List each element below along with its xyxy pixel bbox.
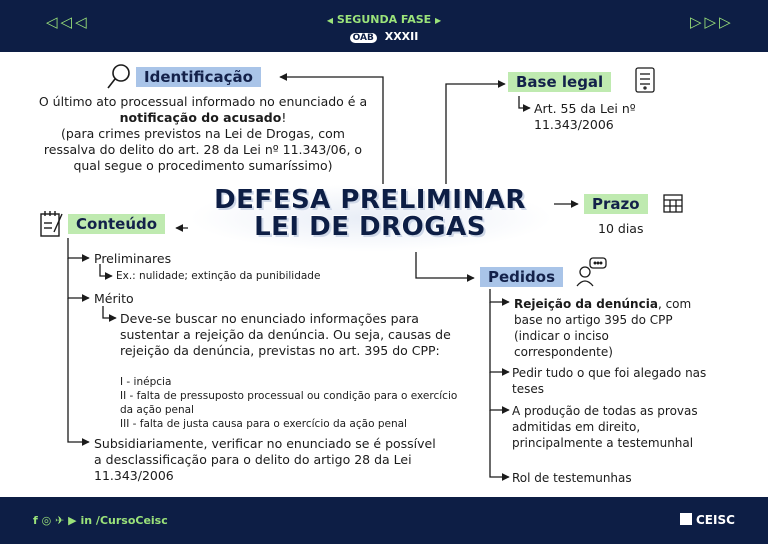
pedido-item-1-bold: Rejeição da denúncia [514, 297, 658, 311]
law-book-icon [636, 68, 654, 92]
merito-inciso-iii: III - falta de justa causa para o exercício da ação penal [120, 418, 407, 430]
identificacao-text-bold: notificação do acusado [119, 110, 282, 125]
oab-logo: OAB [350, 33, 377, 43]
identificacao-label: Identificação [136, 67, 261, 87]
merito-label: Mérito [94, 291, 134, 306]
pedido-item-2: Pedir tudo o que foi alegado nas teses [512, 366, 707, 396]
page-title [180, 187, 560, 241]
pedido-item-4: Rol de testemunhas [512, 471, 632, 485]
social-handle[interactable]: /CursoCeisc [95, 514, 168, 527]
identificacao-text-part1: O último ato processual informado no enunciado é a [38, 94, 368, 109]
preliminares-example: Ex.: nulidade; extinção da punibilidade [116, 270, 321, 282]
phase-label-text: SEGUNDA FASE [336, 13, 432, 26]
identificacao-note: (para crimes previstos na Lei de Drogas, com ressalva do delito do art. 28 da Lei nº 11.343/06, o qual segue o procedimento sumaríssimo) [43, 126, 363, 173]
left-triangle-icon: ◀ [326, 16, 334, 25]
identificacao-text [38, 94, 368, 174]
merito-text: Deve-se buscar no enunciado informações para sustentar a rejeição da denúncia. Ou seja, causas de rejeição da denúncia, previstas no art. 395 do CPP: [120, 311, 451, 358]
person-speech-icon [577, 258, 606, 286]
preliminares-label: Preliminares [94, 251, 172, 266]
merito-inciso-i: I - inépcia [120, 376, 172, 388]
pedido-item-1-rest: , com base no artigo 395 do CPP (indicar o inciso correspondente) [514, 297, 692, 359]
prazo-label: Prazo [584, 194, 648, 214]
brand-name: CEISC [696, 513, 735, 527]
calendar-icon [664, 195, 682, 212]
instagram-icon[interactable]: ◎ [41, 514, 52, 527]
next-page-icon[interactable]: ▷▷▷ [690, 13, 734, 31]
previous-page-icon[interactable]: ◁◁◁ [46, 13, 90, 31]
notepad-icon [41, 211, 62, 236]
pedido-item-1 [514, 296, 704, 360]
brand-logo [680, 513, 735, 527]
base-legal-text: Art. 55 da Lei nº 11.343/2006 [534, 101, 636, 132]
pedido-item-3: A produção de todas as provas admitidas em direito, principalmente a testemunhal [512, 404, 698, 450]
exam-number: XXXII [384, 30, 419, 43]
youtube-icon[interactable]: ▶ [68, 514, 77, 527]
linkedin-icon[interactable]: in [80, 514, 93, 527]
magnifier-icon [108, 65, 129, 88]
base-legal-label: Base legal [508, 72, 611, 92]
title-line2: LEI DE DROGAS [254, 212, 486, 242]
merito-inciso-ii: II - falta de pressuposto processual ou condição para o exercício da ação penal [120, 390, 458, 416]
ceisc-logo-icon [680, 513, 692, 525]
facebook-icon[interactable]: f [33, 514, 38, 527]
right-triangle-icon: ▶ [434, 16, 442, 25]
social-links[interactable] [33, 514, 168, 527]
identificacao-text-part2: ! [281, 110, 287, 125]
pedidos-label: Pedidos [480, 267, 563, 287]
twitter-icon[interactable]: ✈ [55, 514, 65, 527]
subsidiariamente-text: Subsidiariamente, verificar no enunciado se é possível a desclassificação para o delito do artigo 28 da Lei 11.343/2006 [94, 436, 436, 483]
conteudo-label: Conteúdo [68, 214, 165, 234]
prazo-text: 10 dias [598, 221, 644, 236]
title-line1: DEFESA PRELIMINAR [214, 185, 526, 215]
